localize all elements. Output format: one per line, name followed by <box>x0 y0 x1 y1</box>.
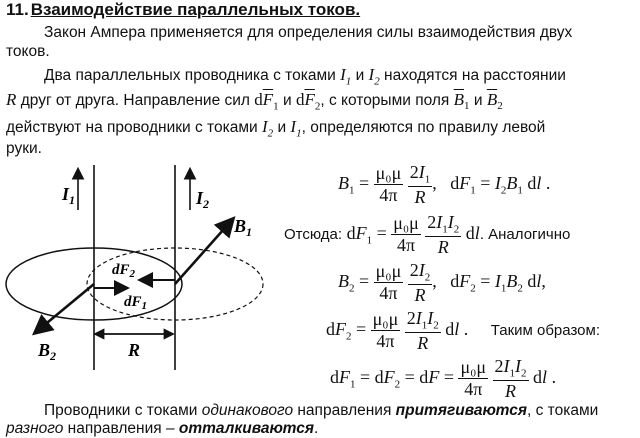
formula-df-total: $dF_1 = dF_2$ = dF = $\frac{\text{μ₀μ}}{4\pi}$ $\frac{2I_1I_2}{R}$ dl . <box>330 356 557 401</box>
body-line-2: R друг от друга. Направление сил $d\overline{F}_1$ и $d\overline{F}_2$, с которыми поля $\overline{B}_1$ и $\overline{B}_2$ <box>6 90 503 113</box>
formula-b2: $B_2$ = $\frac{\text{μ₀μ}}{4\pi}$ $\frac{2I_2}{R}$ , $dF_2 = I_1B_2$ dl, <box>338 260 546 305</box>
body-line-3: действуют на проводники с токами $I_2$ и $I_1$, определяются по правилу левой <box>6 117 546 140</box>
label-df2: $dF_2$ <box>112 262 136 280</box>
section-title: Взаимодействие параллельных токов. <box>30 0 361 19</box>
intro-line-2: токов. <box>6 43 50 60</box>
label-df1: $dF_1$ <box>124 294 148 312</box>
conclusion-line-2: разного направления – отталкиваются. <box>6 420 319 437</box>
body-line-1: Два параллельных проводника с токами $I_1$ и $I_2$ находятся на расстоянии <box>44 65 566 88</box>
formula-df2: $dF_2$ = $\frac{\text{μ₀μ}}{4\pi}$ $\frac{2I_1I_2}{R}$ dl . Таким образом: <box>326 308 600 353</box>
section-number: 11. <box>6 0 29 19</box>
section-heading <box>6 0 360 20</box>
body-line-4: руки. <box>6 140 42 157</box>
formula-b1: $B_1$ = $\frac{\text{μ₀μ}}{4\pi}$ $\frac{2I_1}{R}$ , $dF_1 = I_2B_1$ dl . <box>338 162 551 207</box>
label-b1: $B_1$ <box>234 216 253 239</box>
parallel-currents-diagram <box>0 160 300 375</box>
label-i1: $I_1$ <box>62 184 76 207</box>
formula-df1: Отсюда: $dF_1$ = $\frac{\text{μ₀μ}}{4\pi}$ $\frac{2I_1I_2}{R}$ dl. Аналогично <box>284 212 571 257</box>
conclusion-line-1: Проводники с токами одинакового направления притягиваются, с токами <box>44 402 599 419</box>
label-r: R <box>128 340 141 360</box>
intro-line-1: Закон Ампера применяется для определения силы взаимодействия двух <box>44 24 573 41</box>
b2-vector <box>36 284 94 332</box>
b1-vector <box>175 220 232 284</box>
label-b2: $B_2$ <box>38 340 57 363</box>
label-i2: $I_2$ <box>196 188 210 211</box>
